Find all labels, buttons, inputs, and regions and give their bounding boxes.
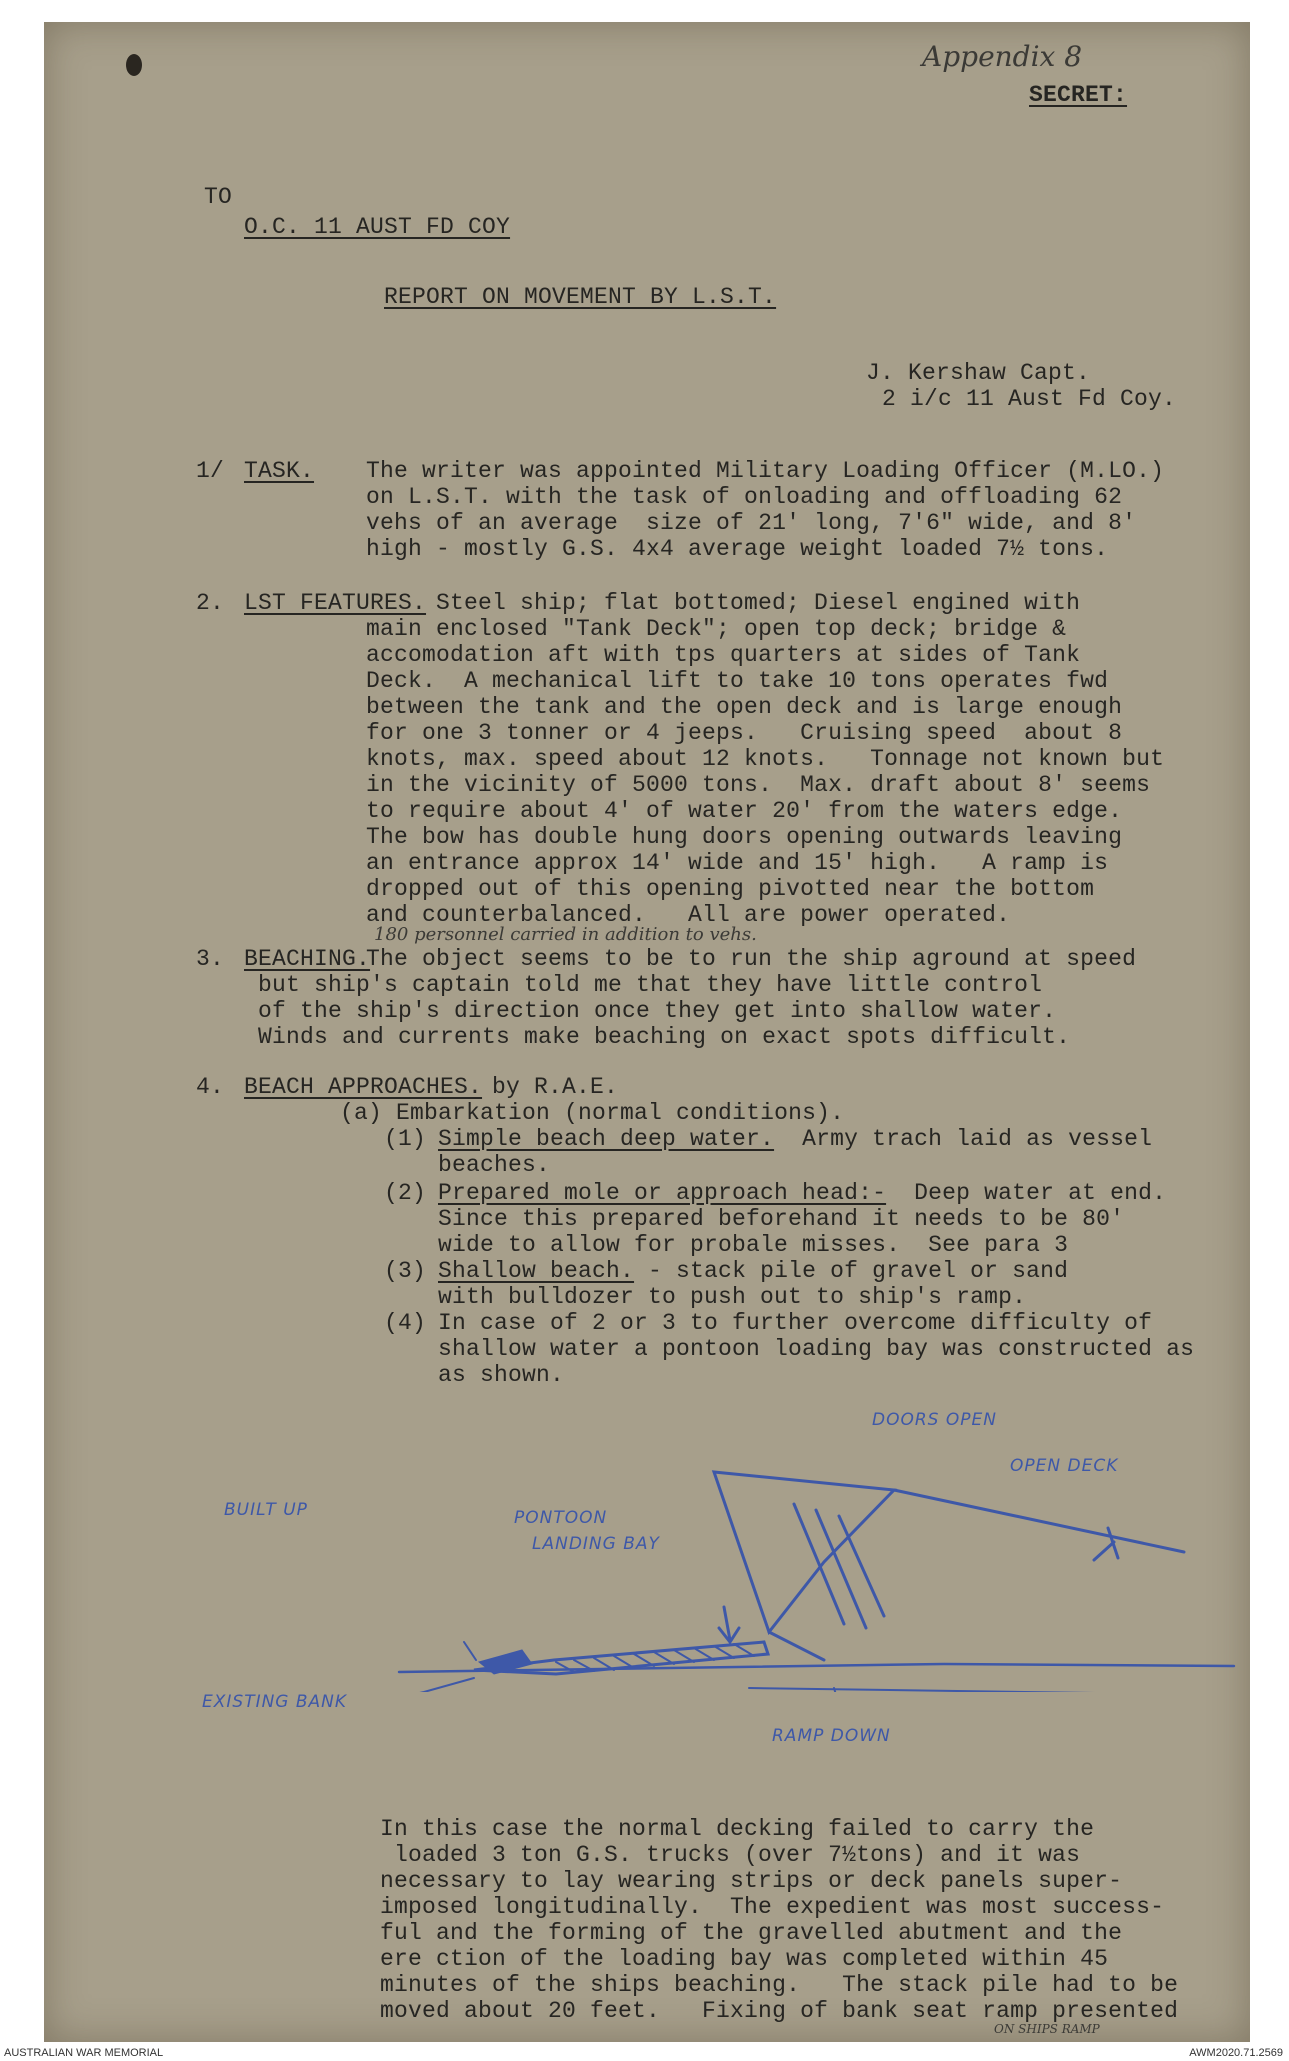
- beaching-heading: BEACHING.: [244, 946, 371, 972]
- appendix-handwritten: Appendix 8: [922, 40, 1083, 73]
- approach-item-4-cont: as shown.: [438, 1362, 565, 1388]
- open-deck-line: [894, 1490, 1184, 1552]
- approach-item-3-line: [438, 1258, 1068, 1284]
- features-line: for one 3 tonner or 4 jeeps. Cruising speed about 8: [366, 720, 1123, 746]
- punch-hole-mark: [126, 54, 142, 76]
- features-body: [366, 616, 1164, 928]
- built-up-pointer: [464, 1642, 476, 1660]
- approaches-heading: BEACH APPROACHES.: [244, 1074, 483, 1100]
- approach-item-2-num: (2): [384, 1180, 427, 1206]
- approach-item-3-label: Shallow beach.: [438, 1258, 635, 1284]
- ramp-down-label: RAMP DOWN: [772, 1726, 891, 1746]
- ramp-line: [769, 1632, 824, 1660]
- approach-item-1-line: [438, 1126, 1152, 1152]
- approaches-number: 4.: [196, 1074, 225, 1100]
- approach-item-1-num: (1): [384, 1126, 427, 1152]
- approach-item-4-num: (4): [384, 1310, 427, 1336]
- classification-label: SECRET:: [1029, 82, 1128, 108]
- approaches-heading-suffix: by R.A.E.: [492, 1074, 619, 1100]
- approach-item-3-num: (3): [384, 1258, 427, 1284]
- approach-item-2-cont: wide to allow for probale misses. See para 3: [438, 1232, 1069, 1258]
- beaching-first-line: The object seems to be to run the ship aground at speed: [366, 946, 1137, 972]
- pontoon-arrow: [719, 1607, 739, 1642]
- features-number: 2.: [196, 590, 225, 616]
- features-line: accomodation aft with tps quarters at sides of Tank: [366, 642, 1081, 668]
- ships-ramp-note-1: ON SHIPS RAMP: [994, 2022, 1100, 2036]
- recipient: O.C. 11 AUST FD COY: [244, 214, 511, 240]
- task-line: high - mostly G.S. 4x4 average weight loaded 7½ tons.: [366, 536, 1109, 562]
- ground-line: [749, 1688, 1164, 1692]
- closing-line: ere ction of the loading bay was completed within 45: [380, 1946, 1109, 1972]
- footer-left: AUSTRALIAN WAR MEMORIAL: [4, 2047, 164, 2059]
- to-label: TO: [204, 184, 233, 210]
- author-name: J. Kershaw Capt.: [866, 360, 1091, 386]
- approach-item-3-cont: with bulldozer to push out to ship's ramp.: [438, 1284, 1027, 1310]
- features-line: an entrance approx 14' wide and 15' high. A ramp is: [366, 850, 1109, 876]
- approach-item-1-rest: Army trach laid as vessel: [774, 1126, 1153, 1152]
- closing-line: In this case the normal decking failed to carry the: [380, 1816, 1095, 1842]
- closing-line: imposed longitudinally. The expedient was most success-: [380, 1894, 1165, 1920]
- task-body: [366, 458, 1164, 562]
- open-deck-label: OPEN DECK: [1010, 1456, 1119, 1476]
- built-up-label: BUILT UP: [224, 1500, 308, 1520]
- features-line: dropped out of this opening pivotted near the bottom: [366, 876, 1095, 902]
- approach-item-1-label: Simple beach deep water.: [438, 1126, 775, 1152]
- bank-pointer: [334, 1678, 474, 1692]
- features-line: to require about 4' of water 20' from the waters edge.: [366, 798, 1123, 824]
- approach-item-1-cont: beaches.: [438, 1152, 551, 1178]
- beaching-line: Winds and currents make beaching on exact spots difficult.: [258, 1024, 1071, 1050]
- personnel-handwritten-note: 180 personnel carried in addition to vehs.: [374, 924, 757, 945]
- approach-item-3-rest: - stack pile of gravel or sand: [634, 1258, 1069, 1284]
- task-line: vehs of an average size of 21' long, 7'6" wide, and 8': [366, 510, 1137, 536]
- approach-item-4-cont: shallow water a pontoon loading bay was constructed as: [438, 1336, 1195, 1362]
- pontoon-label-2: LANDING BAY: [532, 1534, 660, 1554]
- beaching-number: 3.: [196, 946, 225, 972]
- author-unit: 2 i/c 11 Aust Fd Coy.: [882, 386, 1177, 412]
- ship-inner-doors: [794, 1504, 884, 1628]
- document-page: [44, 22, 1250, 2042]
- closing-body: [380, 1816, 1178, 2024]
- closing-line: moved about 20 feet. Fixing of bank seat ramp presented: [380, 1998, 1179, 2024]
- closing-line: minutes of the ships beaching. The stack pile had to be: [380, 1972, 1179, 1998]
- approach-item-4-line: In case of 2 or 3 to further overcome difficulty of: [438, 1310, 1153, 1336]
- task-line: The writer was appointed Military Loading Officer (M.LO.): [366, 458, 1165, 484]
- existing-bank-label: EXISTING BANK: [202, 1692, 348, 1712]
- features-line: in the vicinity of 5000 tons. Max. draft about 8' seems: [366, 772, 1151, 798]
- features-heading: LST FEATURES.: [244, 590, 427, 616]
- approach-item-2-line: [438, 1180, 1166, 1206]
- approach-item-2-label: Prepared mole or approach head:-: [438, 1180, 887, 1206]
- features-line: between the tank and the open deck and is large enough: [366, 694, 1123, 720]
- pontoon-label-1: PONTOON: [514, 1508, 608, 1528]
- features-first-line: Steel ship; flat bottomed; Diesel engined with: [436, 590, 1081, 616]
- features-line: main enclosed "Tank Deck"; open top deck; bridge &: [366, 616, 1067, 642]
- report-title: REPORT ON MOVEMENT BY L.S.T.: [384, 284, 777, 310]
- features-line: Deck. A mechanical lift to take 10 tons operates fwd: [366, 668, 1109, 694]
- features-line: and counterbalanced. All are power operated.: [366, 902, 1011, 928]
- task-number: 1/: [196, 458, 225, 484]
- closing-line: necessary to lay wearing strips or deck panels super-: [380, 1868, 1123, 1894]
- task-heading: TASK.: [244, 458, 315, 484]
- approach-item-2-rest: Deep water at end.: [886, 1180, 1167, 1206]
- beaching-line: of the ship's direction once they get into shallow water.: [258, 998, 1057, 1024]
- task-line: on L.S.T. with the task of onloading and offloading 62: [366, 484, 1123, 510]
- ship-doors-outline: [714, 1472, 894, 1632]
- beaching-line: but ship's captain told me that they have little control: [258, 972, 1043, 998]
- features-line: knots, max. speed about 12 knots. Tonnage not known but: [366, 746, 1165, 772]
- approach-item-2-cont: Since this prepared beforehand it needs to be 80': [438, 1206, 1125, 1232]
- closing-line: loaded 3 ton G.S. trucks (over 7½tons) and it was: [380, 1842, 1081, 1868]
- closing-line: ful and the forming of the gravelled abutment and the: [380, 1920, 1123, 1946]
- features-line: The bow has double hung doors opening outwards leaving: [366, 824, 1123, 850]
- doors-open-label: DOORS OPEN: [872, 1410, 997, 1430]
- footer-right: AWM2020.71.2569: [1189, 2047, 1283, 2059]
- beaching-body: [258, 972, 1070, 1050]
- approaches-sub: (a) Embarkation (normal conditions).: [340, 1100, 845, 1126]
